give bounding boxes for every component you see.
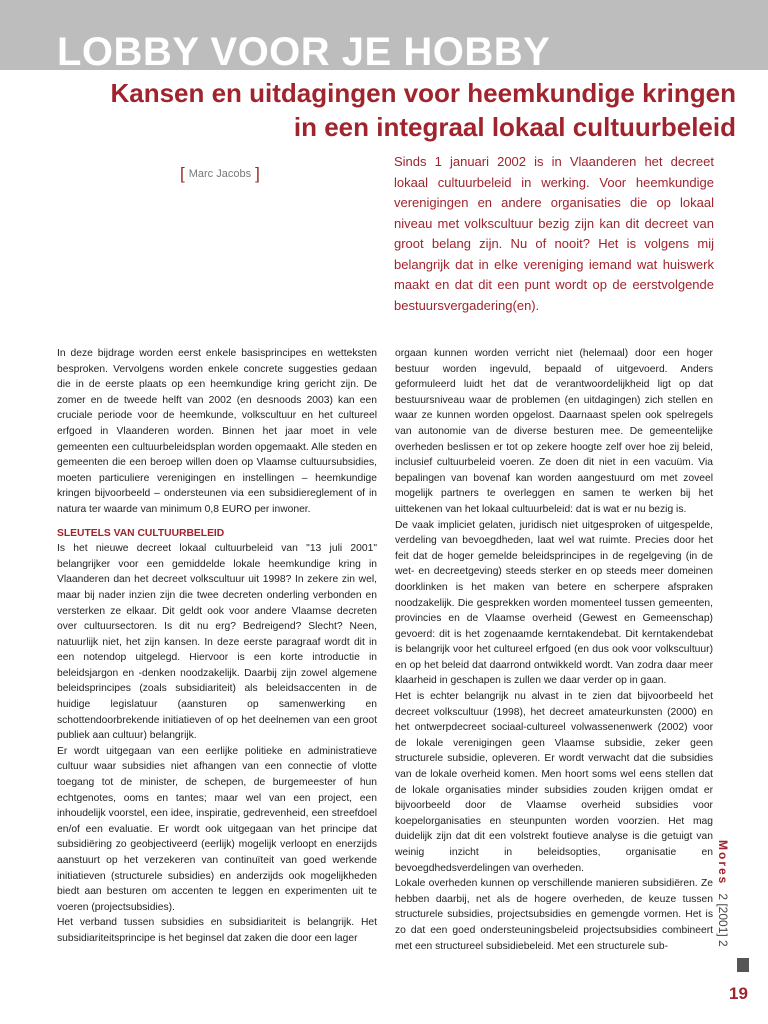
page-title: LOBBY VOOR JE HOBBY: [57, 30, 551, 74]
title-banner: [0, 0, 768, 74]
journal-name: Mores: [716, 840, 730, 886]
margin-bar: [737, 958, 749, 972]
body-paragraph: Het is echter belangrijk nu alvast in te zien dat bijvoorbeeld het decreet volkscultuur (1998), het decreet amateurkunsten (2000) en het ontwerpdecreet sociaal-cultureel volwassenenwerk (2002) voor de lokale verenigingen geen Vlaamse subsidie, zeker geen structurele subsidie, opleveren. Er wordt verwacht dat die subsidies van de lokale overheid komen. Men hoort soms wel eens stellen dat de lokale organisaties minder subsidies zouden krijgen omdat er bijvoorbeeld door de Vlaamse overheid subsidies voor koepelorganisaties en steunpunten worden voorzien. Het mag duidelijk zijn dat dit een volstrekt foutieve analyse is die getuigt van weinig inzicht in beleidsopties, organisatie en bevoegdhedsverdelingen van overheden.: [395, 691, 713, 874]
body-paragraph: Lokale overheden kunnen op verschillende manieren subsidiëren. Ze hebben daarbij, net als de hogere overheden, de keuze tussen structurele subsidies, projectsubsidies en gemengde vormen. Het is zo dat een goed ondersteuningsbeleid projectsubsidies combineert met een structureel subsidiebeleid. Met een structurele sub-: [395, 878, 713, 952]
body-paragraph: Is het nieuwe decreet lokaal cultuurbeleid van "13 juli 2001" belangrijker voor een gemiddelde lokale heemkundige kring in Vlaanderen dan het decreet volkscultuur uit 1998? In zekere zin wel, maar bij nader inzien zijn die twee decreten onderling verbonden en versterken ze elkaar. Dit geldt ook voor andere Vlaamse decreten over cultuursectoren. Is dit nu erg? Bedreigend? Slecht? Neen, natuurlijk niet, het zijn kansen. In deze eerste paragraaf wordt dit in een notendop uitgelegd. Hiervoor is een korte introductie in beleidsjargon en -denken noodzakelijk. Daarbij zijn zowel algemene beleidsprincipes (zoals subsidiariteit) als beleidsaccenten in de huidige legislatuur (aansturen op samenwerking en schottendoorbrekende initiatieven of op het deelnemen van een groot publiek aan cultuur) belangrijk.: [57, 543, 377, 742]
body-paragraph: De vaak impliciet gelaten, juridisch niet uitgesproken of uitgespelde, verdeling van bevoegdheden, laat wel wat ruimte. Precies door het feit dat de hoger gemelde beleidsprincipes in de regelgeving (in de wet- en decreetgeving) steeds sterker en op steeds meer domeinen doorklinken is het maken van betere en scherpere afspraken noodzakelijk. Die gesprekken worden momenteel tussen gemeenten, provincies en de Vlaamse overheid (Gewest en Gemeenschap) gevoerd: dit is het zogenaamde kerntakendebat. Dit kerntakendebat is belangrijk voor het cultureel erfgoed (en dus ook voor volkscultuur) en op het beleid dat daarrond ontwikkeld wordt. Van zodra daar meer klaarheid in geschapen is zullen we daar verder op in gaan.: [395, 519, 713, 687]
byline-bracket-open: [: [180, 164, 185, 183]
left-column: [57, 346, 377, 947]
body-paragraph: Het verband tussen subsidies en subsidiariteit is belangrijk. Het subsidiariteitsprincipe is het beginsel dat zaken die door een lager: [57, 917, 377, 944]
body-paragraph: In deze bijdrage worden eerst enkele basisprincipes en wetteksten besproken. Vervolgens worden enkele concrete suggesties gedaan die in de eerste plaats op een heemkundige kring gericht zijn. De zomer en de tweede helft van 2002 (en desnoods 2003) kan een cruciale periode voor de heemkunde, volkscultuur en het cultureel erfgoed in Vlaanderen worden. Binnen het jaar moet in vele gemeenten een cultuurbeleidsplan worden opgemaakt. Alle steden en gemeenten die een beroep willen doen op Vlaamse cultuursubsidies, moeten particuliere verenigingen en instellingen – heemkundige kringen bijvoorbeeld – ondersteunen via een subsidiereglement of in natura ter waarde van minimum 0,8 EURO per inwoner.: [57, 348, 377, 515]
section-heading: SLEUTELS VAN CULTUURBELEID: [57, 527, 225, 539]
body-paragraph: orgaan kunnen worden verricht niet (helemaal) door een hoger bestuur worden ingevuld, bepaald of uitgevoerd. Anders geformuleerd luidt het dat de verantwoordelijkheid ligt op dat bestuursniveau waar de problemen (en uitdagingen) zich stellen en waar ze kunnen worden opgelost. Daarnaast spelen ook spelregels van autonomie van de diverse besturen mee. De gemeentelijke overheden beslissen er tot op zekere hoogte zelf over hoe zij beleid, inclusief cultuurbeleid voeren. Ze doen dit niet in een vacuüm. Via bepalingen van bovenaf kan worden aangestuurd om met zoveel mogelijk partners te overleggen en samen te werken bij het uittekenen van het lokaal cultuurbeleid: dat is wat er nu bezig is.: [395, 348, 713, 515]
body-paragraph: Er wordt uitgegaan van een eerlijke politieke en administratieve cultuur waar subsidies niet afhangen van een connectie of vlotte toegang tot de minister, de schepen, de burgemeester of hun echtgenotes, ooms en tantes; maar wel van een project, een inhoudelijk voorstel, een idee, inspiratie, gedrevenheid, een streefdoel en/of een evaluatie. Er wordt ook uitgegaan van het principe dat subsidiëring zo geobjectiveerd (eerlijk) mogelijk verloopt en enerzijds aanstuurt op het verzekeren van continuïteit van goed werkende initiatieven (structurele subsidies) en anderzijds ook mogelijkheden biedt aan besturen om accenten te leggen en experimenten uit te voeren (projectsubsidies).: [57, 745, 377, 913]
journal-reference: [715, 840, 731, 947]
right-column: [395, 346, 713, 954]
intro-paragraph: Sinds 1 januari 2002 is in Vlaanderen het decreet lokaal cultuurbeleid in werking. Voor heemkundige verenigingen en andere organisaties die op lokaal niveau met volkscultuur bezig zijn kan dit decreet van groot belang zijn. Nu of nooit? Het is volgens mij belangrijk dat in elke vereniging iemand wat huiswerk maakt en dat dit een punt wordt op de eerstvolgende bestuursvergadering(en).: [394, 154, 714, 313]
issue-number: 2 [2001] 2: [716, 893, 730, 947]
author-name: Marc Jacobs: [188, 168, 252, 180]
article-headline: Kansen en uitdagingen voor heemkundige kringen in een integraal lokaal cultuurbeleid: [110, 78, 736, 142]
byline-bracket-close: ]: [255, 164, 260, 183]
byline: [180, 164, 260, 184]
page-number: 19: [729, 984, 748, 1003]
